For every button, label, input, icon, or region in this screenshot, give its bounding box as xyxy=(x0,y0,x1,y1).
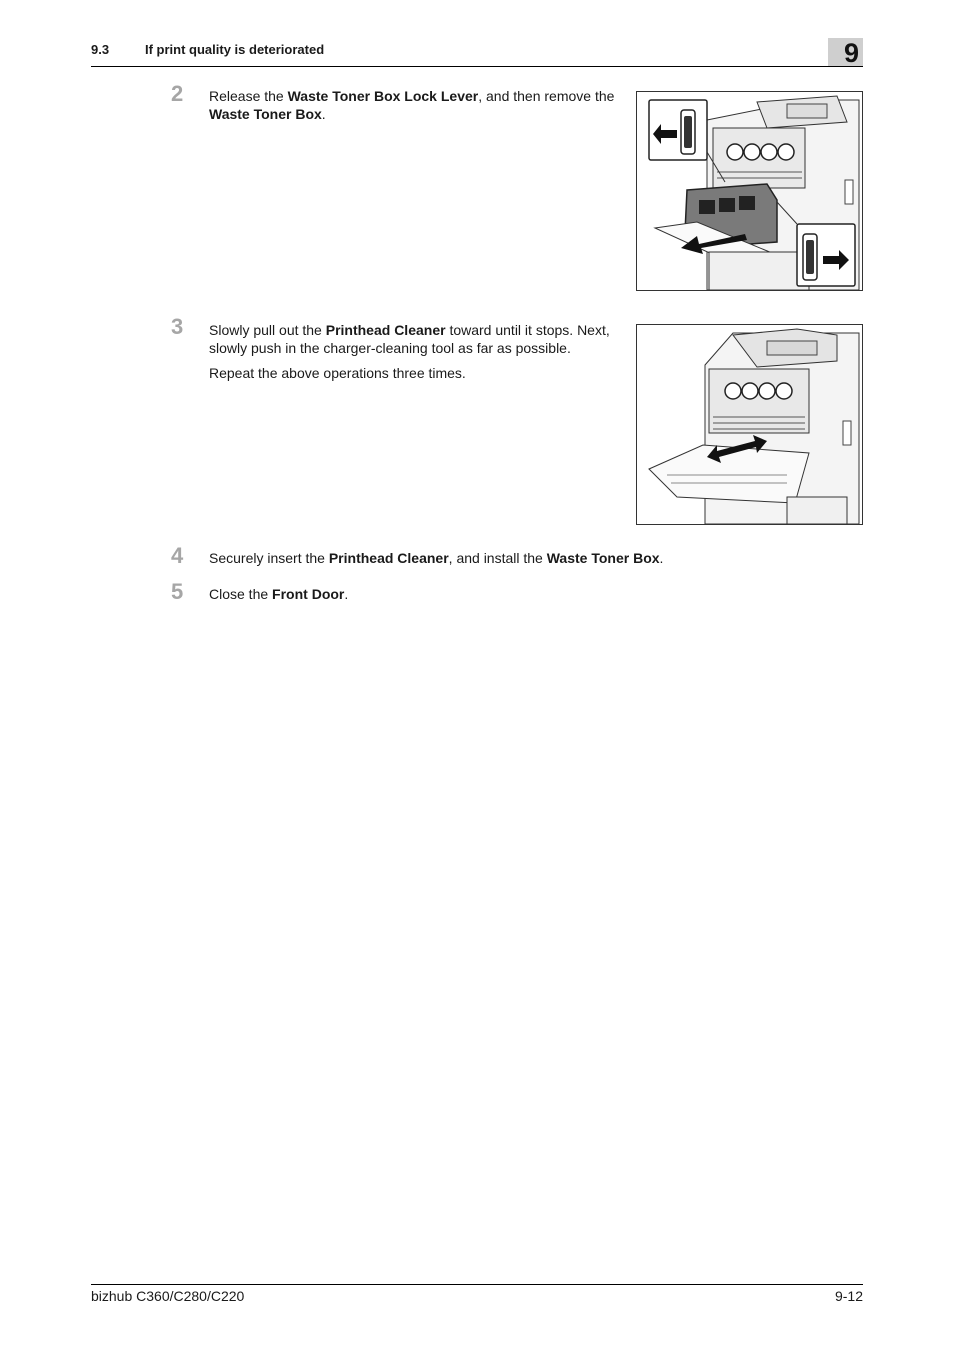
step-text-run: , and install the xyxy=(448,550,547,566)
chapter-number: 9 xyxy=(843,38,859,68)
step-text-run: Slowly pull out the xyxy=(209,322,326,338)
copier-illustration xyxy=(637,325,862,524)
step-bold-term: Front Door xyxy=(272,586,345,602)
figure-remove-waste-toner-box xyxy=(636,91,863,291)
step-number: 3 xyxy=(171,314,184,339)
step-instruction xyxy=(209,87,629,123)
step-bold-term: Printhead Cleaner xyxy=(328,550,449,566)
page-footer xyxy=(91,1284,863,1309)
step-bold-term: Waste Toner Box xyxy=(546,550,660,566)
section-title: If print quality is deteriorated xyxy=(145,42,325,57)
page-header xyxy=(91,40,863,67)
step-text-run: . xyxy=(659,550,664,566)
figure-printhead-cleaner xyxy=(636,324,863,525)
product-name: bizhub C360/C280/C220 xyxy=(91,1288,245,1304)
section-number: 9.3 xyxy=(91,42,110,57)
step-text-run: . xyxy=(321,106,326,122)
step-number: 2 xyxy=(171,81,184,106)
step-instruction xyxy=(209,549,849,567)
step-number: 4 xyxy=(171,543,184,568)
step-bold-term: Printhead Cleaner xyxy=(325,322,446,338)
chapter-tab xyxy=(828,38,863,66)
step-text-run: toward until it stops. Next, slowly push in the charger-cleaning tool as far as possible. xyxy=(209,322,610,356)
step-text-run: Close the xyxy=(209,586,273,602)
step-number: 5 xyxy=(171,579,184,604)
step-text-run: Release the xyxy=(209,88,288,104)
step-text-run: Securely insert the xyxy=(209,550,329,566)
step-text-run: . xyxy=(344,586,349,602)
step-note: Repeat the above operations three times. xyxy=(209,365,466,381)
step-text-run: , and then remove the xyxy=(478,88,615,104)
step-bold-term: Waste Toner Box xyxy=(209,106,322,122)
step-instruction xyxy=(209,585,849,603)
page-number: 9-12 xyxy=(834,1288,863,1304)
step-instruction xyxy=(209,321,627,357)
step-bold-term: Waste Toner Box Lock Lever xyxy=(287,88,479,104)
copier-illustration xyxy=(637,92,862,290)
